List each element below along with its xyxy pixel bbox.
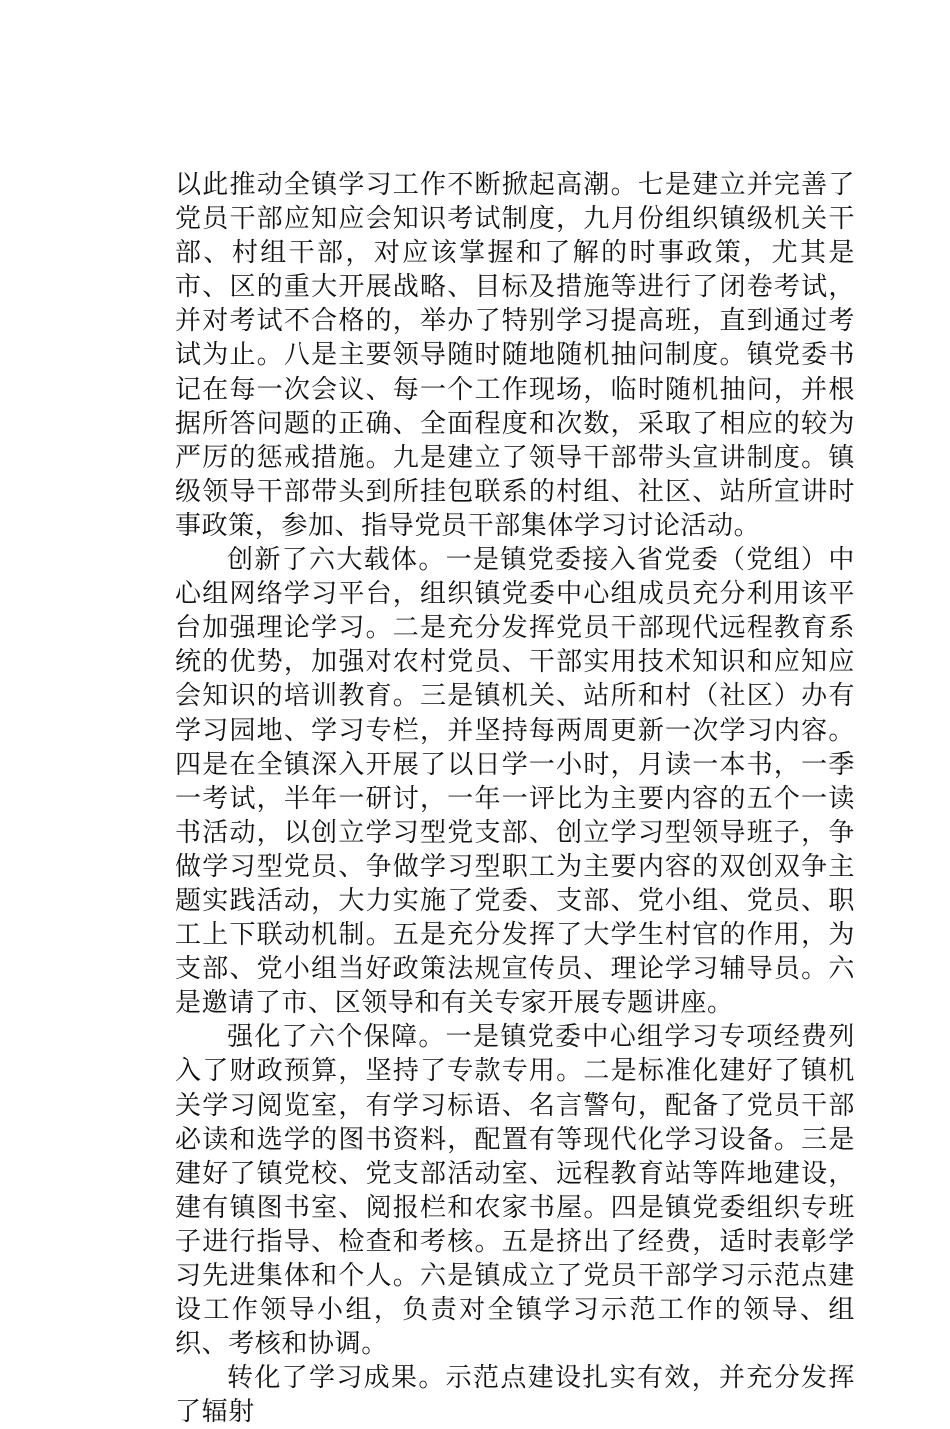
document-body — [175, 168, 855, 1429]
paragraph-exam-system: 以此推动全镇学习工作不断掀起高潮。七是建立并完善了党员干部应知应会知识考试制度，九月份组织镇级机关干部、村组干部，对应该掌握和了解的时事政策，尤其是市、区的重大开展战略、目标及措施等进行了闭卷考试，并对考试不合格的，举办了特别学习提高班，直到通过考试为止。八是主要领导随时随地随机抽问制度。镇党委书记在每一次会议、每一个工作现场，临时随机抽问，并根据所答问题的正确、全面程度和次数，采取了相应的较为严厉的惩戒措施。九是建立了领导干部带头宣讲制度。镇级领导干部带头到所挂包联系的村组、社区、站所宣讲时事政策，参加、指导党员干部集体学习讨论活动。 — [175, 170, 855, 541]
paragraph-learning-results: 转化了学习成果。示范点建设扎实有效，并充分发挥了辐射 — [175, 1363, 855, 1428]
paragraph-six-carriers: 创新了六大载体。一是镇党委接入省党委（党组）中心组网络学习平台，组织镇党委中心组成员充分利用该平台加强理论学习。二是充分发挥党员干部现代远程教育系统的优势，加强对农村党员、干部实用技术知识和应知应会知识的培训教育。三是镇机关、站所和村（社区）办有学习园地、学习专栏，并坚持每两周更新一次学习内容。四是在全镇深入开展了以日学一小时，月读一本书，一季一考试，半年一研讨，一年一评比为主要内容的五个一读书活动，以创立学习型党支部、创立学习型领导班子，争做学习型党员、争做学习型职工为主要内容的双创双争主题实践活动，大力实施了党委、支部、党小组、党员、职工上下联动机制。五是充分发挥了大学生村官的作用，为支部、党小组当好政策法规宣传员、理论学习辅导员。六是邀请了市、区领导和有关专家开展专题讲座。 — [175, 545, 855, 1019]
paragraph-six-guarantees: 强化了六个保障。一是镇党委中心组学习专项经费列入了财政预算，坚持了专款专用。二是标准化建好了镇机关学习阅览室，有学习标语、名言警句，配备了党员干部必读和选学的图书资料，配置有等现代化学习设备。三是建好了镇党校、党支部活动室、远程教育站等阵地建设，建有镇图书室、阅报栏和农家书屋。四是镇党委组织专班子进行指导、检查和考核。五是挤出了经费，适时表彰学习先进集体和个人。六是镇成立了党员干部学习示范点建设工作领导小组，负责对全镇学习示范工作的领导、组织、考核和协调。 — [175, 1022, 855, 1360]
